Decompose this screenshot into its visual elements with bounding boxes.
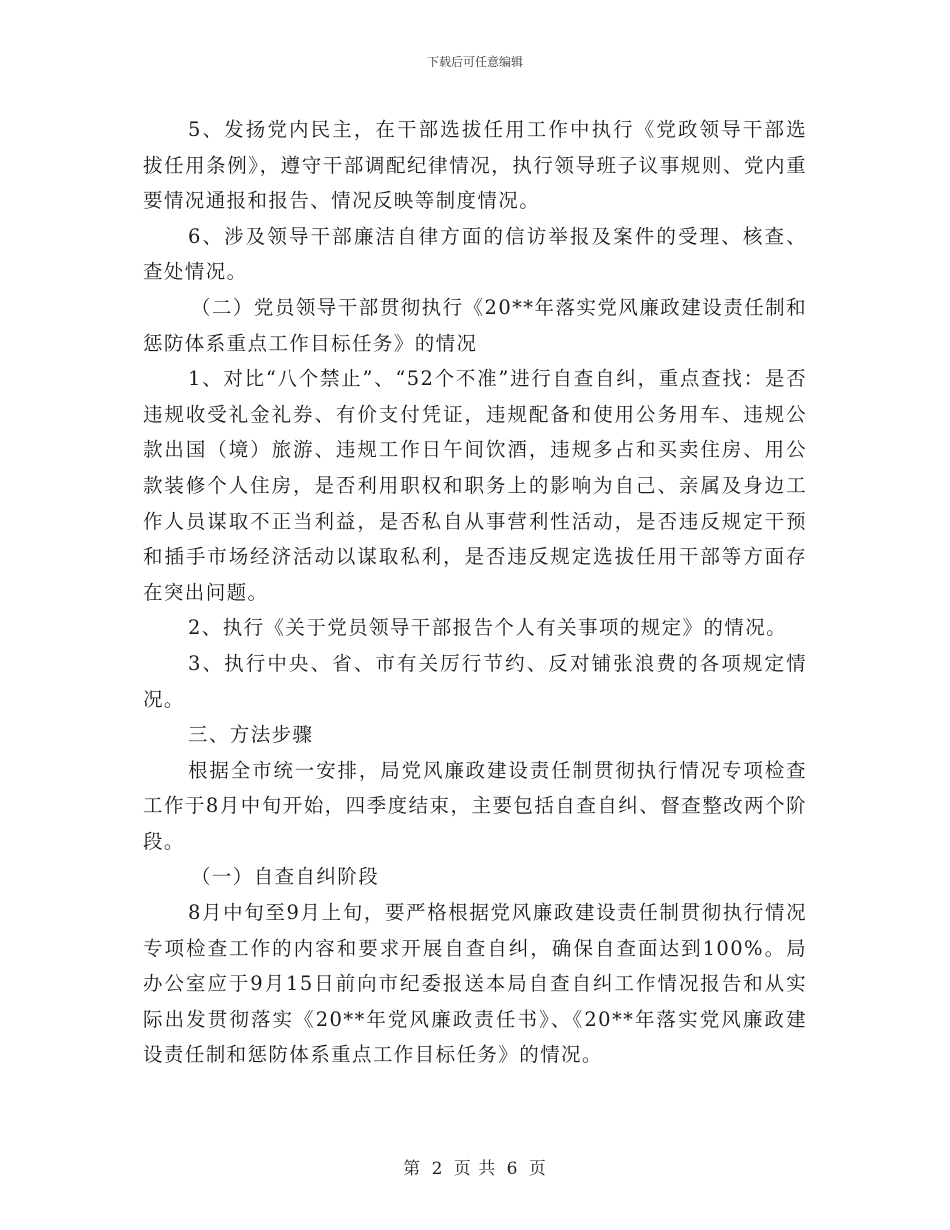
paragraph-item-2: 2、执行《关于党员领导干部报告个人有关事项的规定》的情况。 [188,616,788,640]
document-body [143,112,807,1073]
total-pages-number: 6 [506,1159,519,1179]
page-number-footer [0,1154,950,1179]
section-heading-self-check: （一）自查自纠阶段 [191,865,380,889]
section-heading-methods: 三、方法步骤 [188,723,314,747]
paragraph-item-3: 3、执行中央、省、市有关厉行节约、反对铺张浪费的各项规定情况。 [143,651,807,711]
paragraph-self-check: 8月中旬至9月上旬，要严格根据党风廉政建设责任制贯彻执行情况专项检查工作的内容和要求开展自查自纠，确保自查面达到100%。局办公室应于9月15日前向市纪委报送本局自查自纠工作情况报告和从实际出发贯彻落实《20**年党风廉政责任书》、《20**年落实党风廉政建设责任制和惩防体系重点工作目标任务》的情况。 [143,901,807,1067]
current-page-number: 2 [431,1159,444,1179]
footer-suffix: 页 [528,1159,547,1179]
footer-middle: 页 共 [453,1159,497,1179]
page-header-note: 下载后可任意编辑 [426,55,523,69]
paragraph-methods-intro: 根据全市统一安排，局党风廉政建设责任制贯彻执行情况专项检查工作于8月中旬开始，四季度结束，主要包括自查自纠、督查整改两个阶段。 [143,758,807,853]
paragraph-item-5: 5、发扬党内民主，在干部选拔任用工作中执行《党政领导干部选拔任用条例》，遵守干部调配纪律情况，执行领导班子议事规则、党内重要情况通报和报告、情况反映等制度情况。 [143,118,807,213]
paragraph-item-1: 1、对比“八个禁止”、“52个不准”进行自查自纠，重点查找：是否违规收受礼金礼券、有价支付凭证，违规配备和使用公务用车、违规公款出国（境）旅游、违规工作日午间饮酒，违规多占和买卖住房、用公款装修个人住房，是否利用职权和职务上的影响为自己、亲属及身边工作人员谋取不正当利益，是否私自从事营利性活动，是否违反规定干预和插手市场经济活动以谋取私利，是否违反规定选拔任用干部等方面存在突出问题。 [143,367,807,604]
paragraph-item-6: 6、涉及领导干部廉洁自律方面的信访举报及案件的受理、核查、查处情况。 [143,224,807,284]
footer-prefix: 第 [403,1159,422,1179]
section-heading-2: （二）党员领导干部贯彻执行《20**年落实党风廉政建设责任制和惩防体系重点工作目标任务》的情况 [143,295,807,355]
